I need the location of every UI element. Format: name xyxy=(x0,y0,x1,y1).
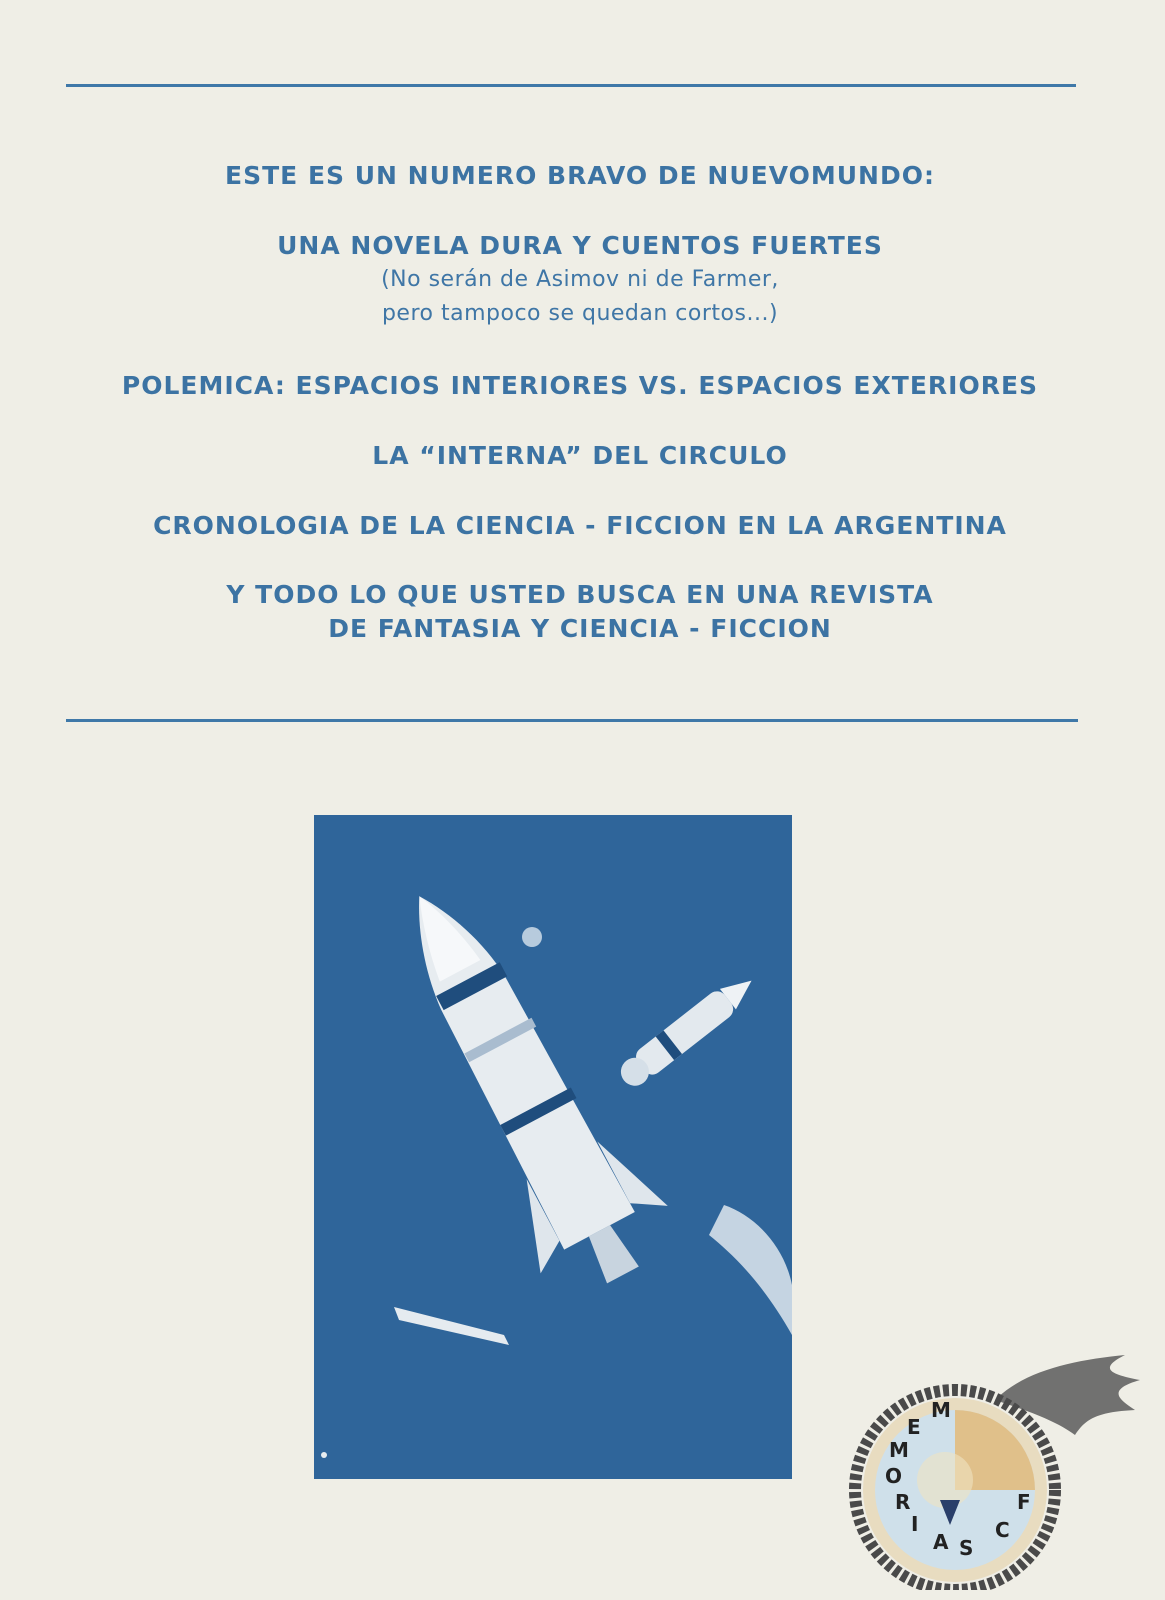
logo-letter-i: I xyxy=(911,1512,919,1536)
logo-letter-f: F xyxy=(1017,1490,1031,1514)
logo-letter-s: S xyxy=(959,1536,974,1560)
bottom-rule xyxy=(66,719,1078,722)
chronology-text: CRONOLOGIA DE LA CIENCIA - FICCION EN LA ARGENTINA xyxy=(153,511,1007,540)
memorias-cf-logo xyxy=(845,1340,1155,1590)
novel-note-line2: pero tampoco se quedan cortos...) xyxy=(381,301,779,326)
polemic-text: POLEMICA: ESPACIOS INTERIORES VS. ESPACIOS EXTERIORES xyxy=(121,371,1039,400)
logo-letter-m2: M xyxy=(889,1438,909,1462)
rocket-drawing xyxy=(314,815,792,1479)
logo-letter-a: A xyxy=(933,1530,949,1554)
polemic-block xyxy=(40,369,1120,403)
intro-text: ESTE ES UN NUMERO BRAVO DE NUEVOMUNDO: xyxy=(225,161,935,190)
logo-letter-c: C xyxy=(995,1518,1010,1542)
logo-letter-e: E xyxy=(907,1415,921,1439)
chronology-block xyxy=(40,509,1120,543)
rocket-illustration xyxy=(314,815,792,1479)
novel-note-line1: (No serán de Asimov ni de Farmer, xyxy=(381,267,779,292)
closing-line2: DE FANTASIA Y CIENCIA - FICCION xyxy=(328,614,832,643)
internal-block xyxy=(40,439,1120,473)
novel-block xyxy=(40,229,1120,331)
top-rule xyxy=(66,84,1076,87)
closing-line1: Y TODO LO QUE USTED BUSCA EN UNA REVISTA xyxy=(226,580,934,609)
intro-block xyxy=(40,159,1120,193)
novel-headline: UNA NOVELA DURA Y CUENTOS FUERTES xyxy=(277,231,883,260)
internal-text: LA “INTERNA” DEL CIRCULO xyxy=(372,441,788,470)
closing-block xyxy=(40,578,1120,646)
logo-letter-r: R xyxy=(895,1490,911,1514)
logo-letter-o: O xyxy=(885,1464,903,1488)
logo-letter-m1: M xyxy=(931,1398,951,1422)
